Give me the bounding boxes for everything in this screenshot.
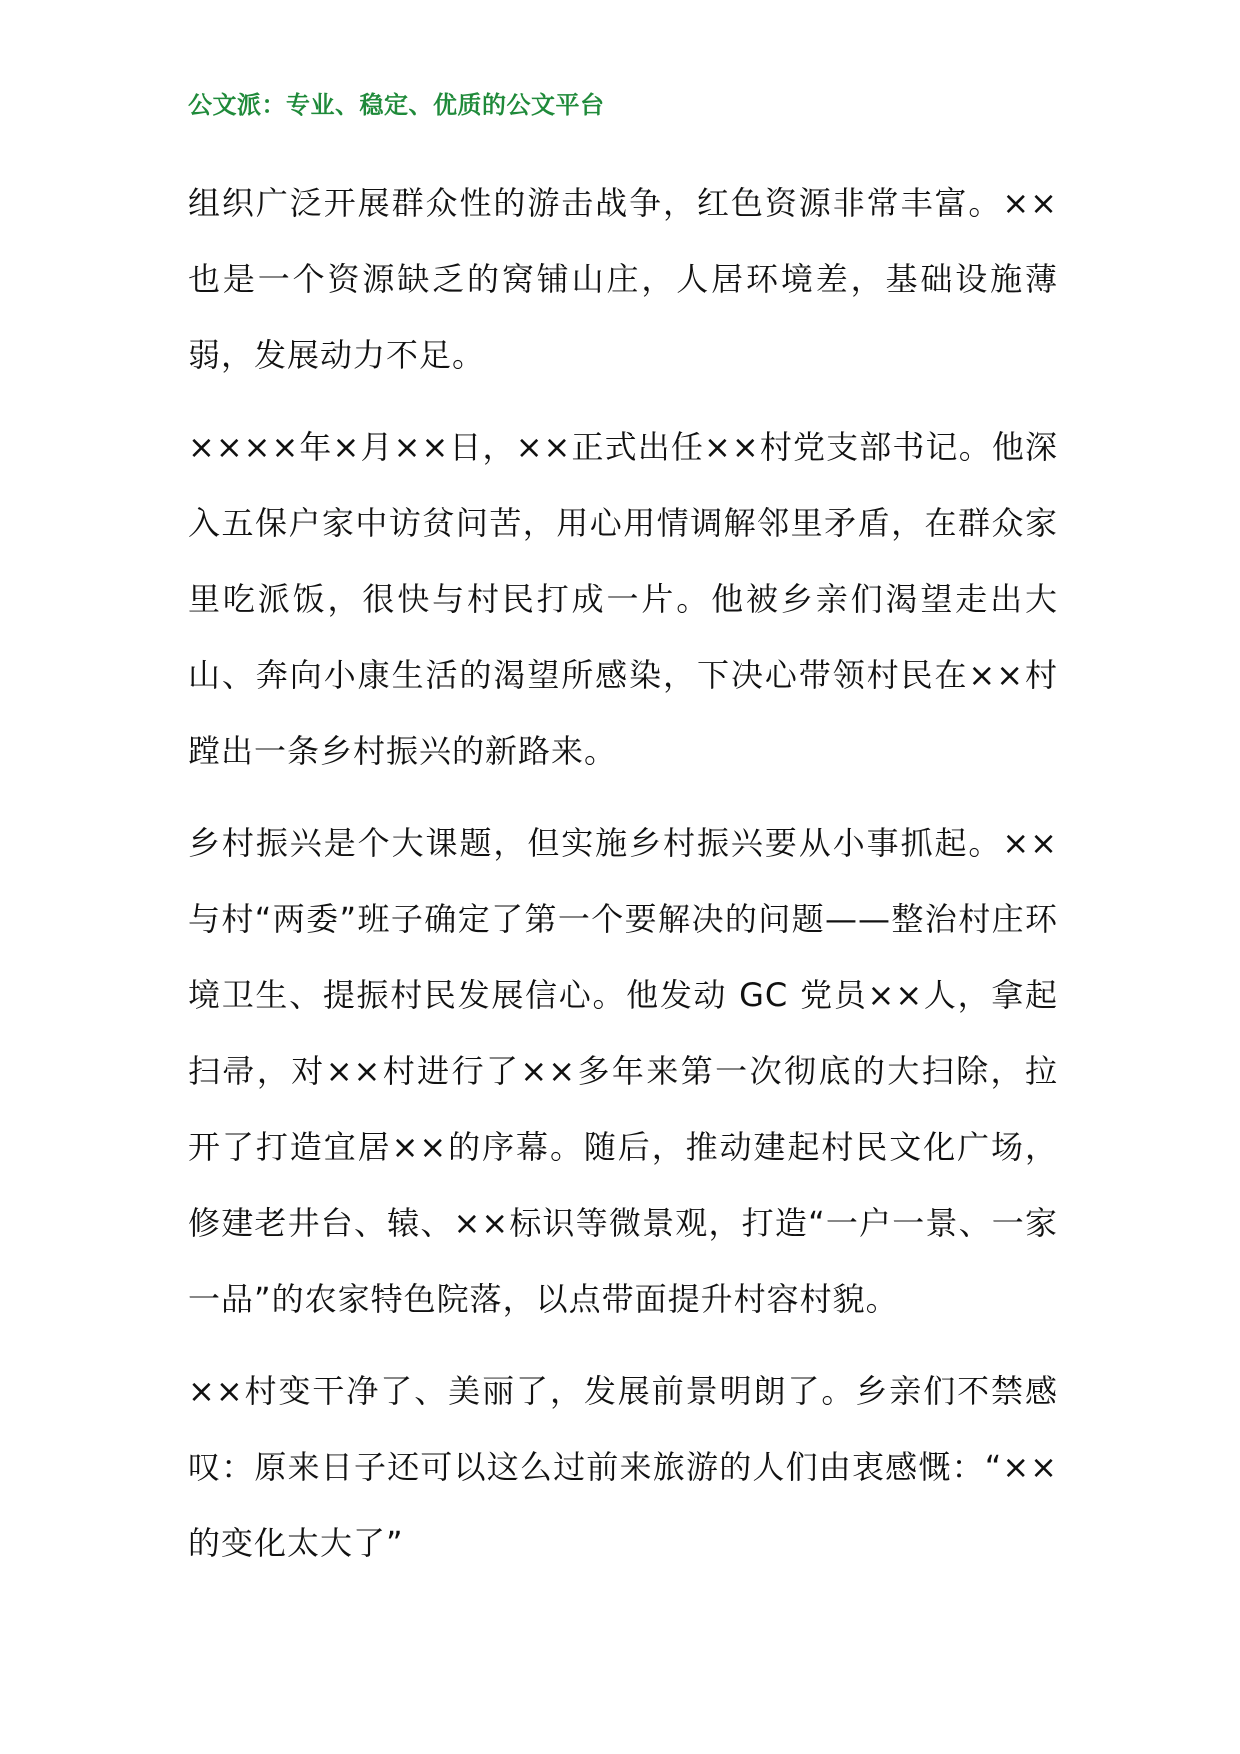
paragraph: ××××年×月××日，××正式出任××村党支部书记。他深入五保户家中访贫问苦，用心用情调解邻里矛盾，在群众家里吃派饭，很快与村民打成一片。他被乡亲们渴望走出大山、奔向小康生活的渴望所感染，下决心带领村民在××村蹚出一条乡村振兴的新路来。 (188, 428, 1058, 770)
paragraph: 乡村振兴是个大课题，但实施乡村振兴要从小事抓起。××与村“两委”班子确定了第一个要解决的问题——整治村庄环境卫生、提振村民发展信心。他发动 GC 党员××人，拿起扫帚，对××村进行了××多年来第一次彻底的大扫除，拉开了打造宜居××的序幕。随后，推动建起村民文化广场，修建老井台、辕、××标识等微景观，打造“一户一景、一家一品”的农家特色院落，以点带面提升村容村貌。 (188, 824, 1058, 1318)
site-header-title: 公文派：专业、稳定、优质的公文平台 (188, 90, 605, 119)
paragraph: ××村变干净了、美丽了，发展前景明朗了。乡亲们不禁感叹：原来日子还可以这么过前来旅游的人们由衷感慨：“××的变化太大了” (188, 1372, 1058, 1562)
paragraph: 组织广泛开展群众性的游击战争，红色资源非常丰富。××也是一个资源缺乏的窝铺山庄，人居环境差，基础设施薄弱，发展动力不足。 (188, 184, 1058, 374)
document-body (188, 165, 1058, 1597)
